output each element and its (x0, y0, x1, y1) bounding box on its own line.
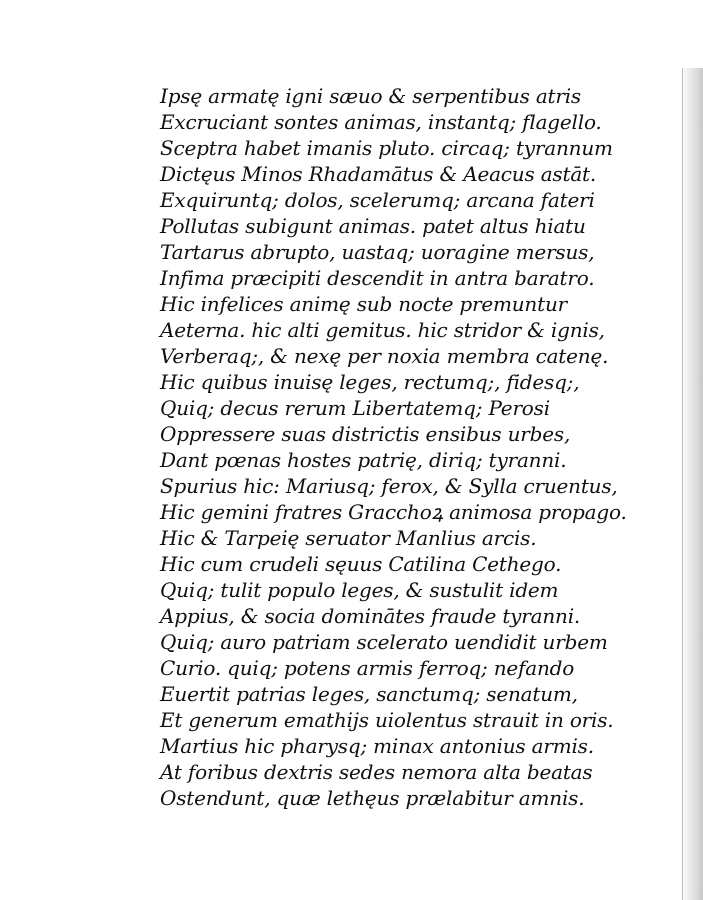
verse-line: Et generum emathijs uiolentus strauit in oris. (160, 708, 614, 732)
verse-line: Martius hic pharysq; minax antonius armis. (160, 734, 594, 758)
verse-line: Spurius hic: Mariusq; ferox, & Sylla cruentus, (160, 474, 618, 498)
page-edge-shadow (681, 68, 703, 900)
verse-line: Appius, & socia dominātes fraude tyranni. (160, 604, 581, 628)
verse-line: Ipsę armatę igni sæuo & serpentibus atris (160, 84, 581, 108)
page-edge-line (682, 68, 683, 900)
verse-line: Hic infelices animę sub nocte premuntur (160, 292, 567, 316)
verse-line: Hic & Tarpeię seruator Manlius arcis. (160, 526, 537, 550)
verse-line: Euertit patrias leges, sanctumq; senatum, (160, 682, 578, 706)
verse-line: Hic cum crudeli sęuus Catilina Cethego. (160, 552, 562, 576)
verse-line: Pollutas subigunt animas. patet altus hiatu (160, 214, 586, 238)
verse-line: Hic gemini fratres Gracchoꝝ animosa propago. (160, 500, 627, 524)
verse-line: Quiq; decus rerum Libertatemq; Perosi (160, 396, 550, 420)
verse-line: Excruciant sontes animas, instantq; flagello. (160, 110, 602, 134)
verse-line: Oppressere suas districtis ensibus urbes, (160, 422, 571, 446)
verse-line: Exquiruntq; dolos, scelerumq; arcana fateri (160, 188, 595, 212)
verse-text-block (160, 83, 627, 811)
verse-line: Infima præcipiti descendit in antra baratro. (160, 266, 595, 290)
verse-line: Quiq; auro patriam scelerato uendidit urbem (160, 630, 608, 654)
verse-line: Tartarus abrupto, uastaq; uoragine mersus, (160, 240, 595, 264)
verse-line: Verberaq;, & nexę per noxia membra catenę. (160, 344, 609, 368)
verse-line: Curio. quiq; potens armis ferroq; nefando (160, 656, 575, 680)
verse-line: Ostendunt, quæ lethęus prælabitur amnis. (160, 786, 585, 810)
verse-line: Hic quibus inuisę leges, rectumq;, fidesq;, (160, 370, 580, 394)
verse-line: Quiq; tulit populo leges, & sustulit idem (160, 578, 559, 602)
verse-line: Dant pœnas hostes patrię, diriq; tyranni. (160, 448, 567, 472)
verse-line: At foribus dextris sedes nemora alta beatas (160, 760, 593, 784)
verse-line: Aeterna. hic alti gemitus. hic stridor & ignis, (160, 318, 605, 342)
verse-line: Dictęus Minos Rhadamātus & Aeacus astāt. (160, 162, 597, 186)
verse-line: Sceptra habet imanis pluto. circaq; tyrannum (160, 136, 613, 160)
